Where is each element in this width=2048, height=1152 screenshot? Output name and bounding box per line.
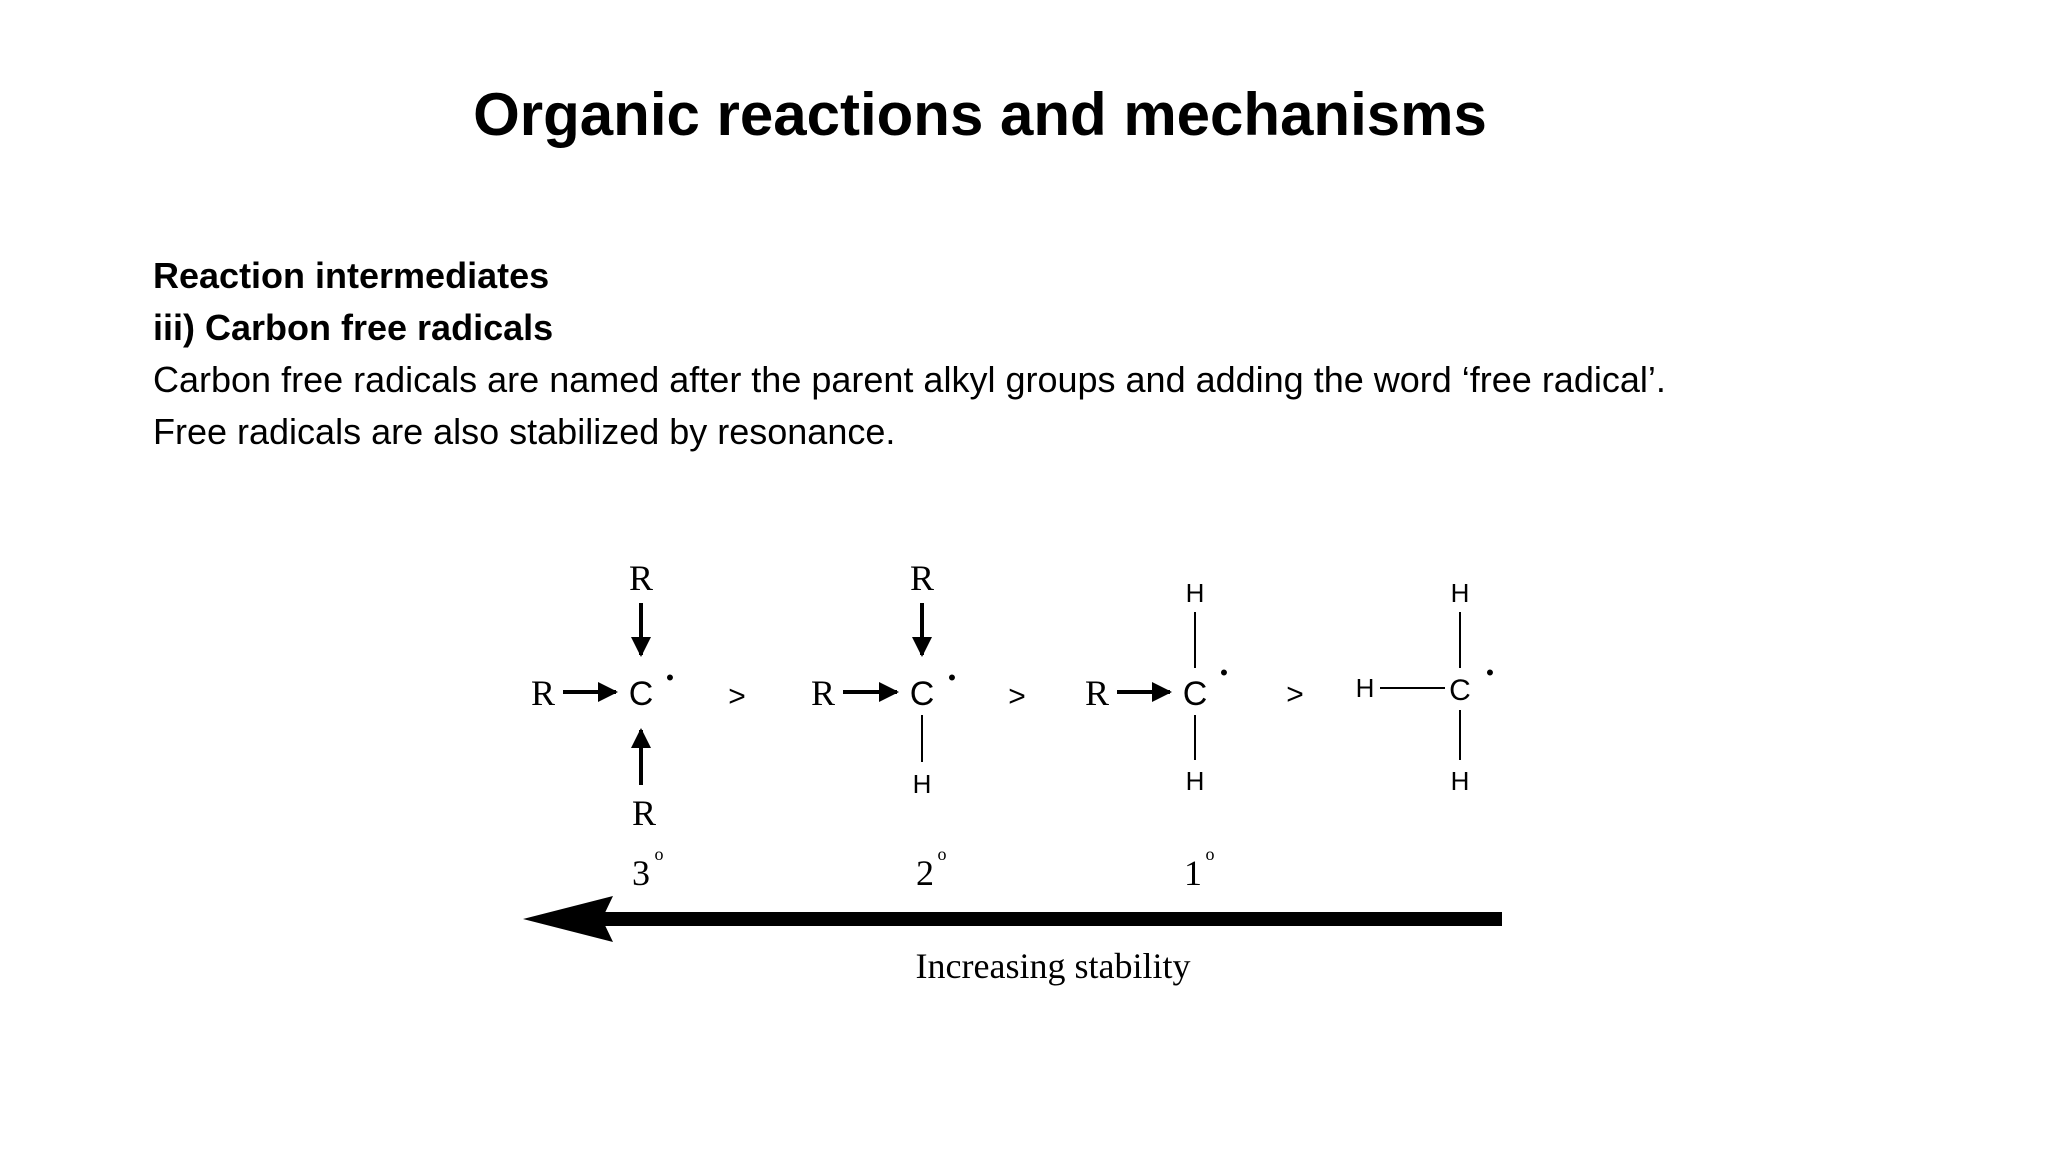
substituent-left: R — [810, 673, 836, 713]
substituent-top: H — [1185, 578, 1205, 608]
slide-title: Organic reactions and mechanisms — [473, 81, 1487, 148]
section-subheading: iii) Carbon free radicals — [153, 307, 554, 348]
greater-than-sign-2: > — [1008, 680, 1026, 713]
body-line-1: Carbon free radicals are named after the parent alkyl groups and adding the word ‘free radical’. — [153, 359, 1666, 400]
stability-arrow — [523, 896, 1502, 986]
greater-than-sign-3: > — [1286, 678, 1304, 711]
primary-radical-structure — [1085, 578, 1228, 893]
substituent-left: H — [1355, 673, 1375, 703]
stability-arrow-head — [523, 896, 613, 942]
substituent-left: R — [1084, 673, 1110, 713]
tertiary-radical-structure — [531, 558, 674, 893]
radical-carbon: C — [628, 675, 654, 713]
substituent-top: H — [1450, 578, 1470, 608]
section-heading: Reaction intermediates — [153, 255, 550, 296]
degree-label-tertiary: 3 — [632, 853, 650, 893]
greater-than-sign-1: > — [728, 680, 746, 713]
substituent-top: R — [909, 558, 935, 598]
radical-dot: • — [948, 665, 956, 690]
substituent-bottom: R — [631, 793, 657, 833]
degree-mark: o — [654, 844, 664, 864]
substituent-bottom: H — [1185, 766, 1205, 796]
stability-arrow-label: Increasing stability — [915, 946, 1191, 986]
radical-carbon: C — [909, 675, 935, 713]
substituent-left: R — [530, 673, 556, 713]
methyl-radical-structure — [1356, 578, 1494, 796]
substituent-top: R — [628, 558, 654, 598]
degree-label-secondary: 2 — [916, 853, 934, 893]
substituent-bottom: H — [912, 769, 932, 799]
degree-label-primary: 1 — [1184, 853, 1202, 893]
radical-carbon: C — [1182, 675, 1208, 713]
secondary-radical-structure — [811, 558, 956, 893]
body-line-2: Free radicals are also stabilized by resonance. — [153, 411, 896, 452]
radical-dot: • — [1486, 660, 1494, 685]
degree-mark: o — [937, 844, 947, 864]
degree-mark: o — [1205, 844, 1215, 864]
radical-carbon: C — [1449, 674, 1471, 707]
radical-dot: • — [666, 665, 674, 690]
substituent-bottom: H — [1450, 766, 1470, 796]
radical-dot: • — [1220, 660, 1228, 685]
